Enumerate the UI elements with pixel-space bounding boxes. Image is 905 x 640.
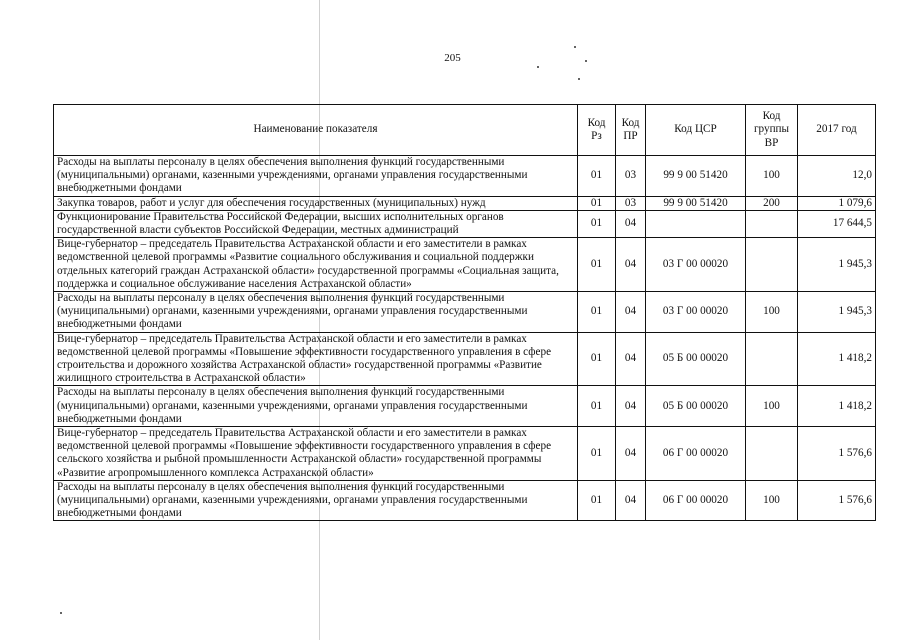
- row-amount: 1 945,3: [798, 238, 876, 292]
- header-vr: Код группы ВР: [746, 105, 798, 156]
- row-pr: 03: [616, 196, 646, 210]
- row-amount: 1 418,2: [798, 332, 876, 386]
- header-year: 2017 год: [798, 105, 876, 156]
- table-row: [54, 386, 876, 427]
- row-csr: [646, 210, 746, 237]
- row-csr: 06 Г 00 00020: [646, 427, 746, 481]
- table-row: [54, 238, 876, 292]
- row-csr: 06 Г 00 00020: [646, 480, 746, 521]
- row-pr: 04: [616, 292, 646, 333]
- table-row: [54, 196, 876, 210]
- table-row: [54, 292, 876, 333]
- row-rz: 01: [578, 427, 616, 481]
- row-vr: [746, 427, 798, 481]
- row-pr: 03: [616, 156, 646, 197]
- row-rz: 01: [578, 156, 616, 197]
- row-pr: 04: [616, 480, 646, 521]
- row-name: Расходы на выплаты персоналу в целях обеспечения выполнения функций государственными (муниципальными) органами, казенными учреждениями, органами управления государственными внебюджетными фондами: [54, 480, 578, 521]
- row-vr: 100: [746, 292, 798, 333]
- row-rz: 01: [578, 196, 616, 210]
- table-row: [54, 210, 876, 237]
- row-vr: 100: [746, 386, 798, 427]
- row-pr: 04: [616, 427, 646, 481]
- row-amount: 17 644,5: [798, 210, 876, 237]
- table-header-row: [54, 105, 876, 156]
- row-amount: 1 079,6: [798, 196, 876, 210]
- row-pr: 04: [616, 332, 646, 386]
- row-rz: 01: [578, 386, 616, 427]
- scan-speck: [60, 612, 62, 614]
- row-name: Расходы на выплаты персоналу в целях обеспечения выполнения функций государственными (муниципальными) органами, казенными учреждениями, органами управления государственными внебюджетными фондами: [54, 292, 578, 333]
- budget-table: [53, 104, 876, 521]
- table-row: [54, 427, 876, 481]
- row-amount: 1 418,2: [798, 386, 876, 427]
- row-name: Вице-губернатор – председатель Правительства Астраханской области и его заместители в рамках ведомственной целевой программы «Развитие социального обслуживания и социальной поддержки отдельных категорий граждан Астраханской области» государственной программы «Социальная защита, поддержка и социальное обслуживание населения Астраханской области»: [54, 238, 578, 292]
- row-csr: 03 Г 00 00020: [646, 238, 746, 292]
- scan-speck: [578, 78, 580, 80]
- scan-speck: [537, 66, 539, 68]
- row-amount: 1 576,6: [798, 480, 876, 521]
- header-name: Наименование показателя: [54, 105, 578, 156]
- row-vr: [746, 210, 798, 237]
- row-csr: 99 9 00 51420: [646, 196, 746, 210]
- row-csr: 03 Г 00 00020: [646, 292, 746, 333]
- row-vr: 100: [746, 156, 798, 197]
- row-name: Вице-губернатор – председатель Правительства Астраханской области и его заместители в рамках ведомственной целевой программы «Повышение эффективности государственного управления в сфере строительства и дорожного хозяйства Астраханской области» государственной программы «Развитие жилищного строительства в Астраханской области»: [54, 332, 578, 386]
- row-pr: 04: [616, 210, 646, 237]
- row-csr: 99 9 00 51420: [646, 156, 746, 197]
- row-rz: 01: [578, 480, 616, 521]
- table-row: [54, 332, 876, 386]
- table-row: [54, 156, 876, 197]
- row-rz: 01: [578, 332, 616, 386]
- row-rz: 01: [578, 238, 616, 292]
- row-amount: 1 945,3: [798, 292, 876, 333]
- header-pr: Код ПР: [616, 105, 646, 156]
- row-pr: 04: [616, 386, 646, 427]
- row-name: Закупка товаров, работ и услуг для обеспечения государственных (муниципальных) нужд: [54, 196, 578, 210]
- header-csr: Код ЦСР: [646, 105, 746, 156]
- row-rz: 01: [578, 210, 616, 237]
- row-pr: 04: [616, 238, 646, 292]
- row-amount: 1 576,6: [798, 427, 876, 481]
- table-row: [54, 480, 876, 521]
- row-vr: 200: [746, 196, 798, 210]
- row-vr: 100: [746, 480, 798, 521]
- row-name: Функционирование Правительства Российской Федерации, высших исполнительных органов государственной власти субъектов Российской Федерации, местных администраций: [54, 210, 578, 237]
- row-vr: [746, 238, 798, 292]
- row-name: Вице-губернатор – председатель Правительства Астраханской области и его заместители в рамках ведомственной целевой программы «Повышение эффективности государственного управления в сфере сельского хозяйства и рыбной промышленности Астраханской области» государственной программы «Развитие агропромышленного комплекса Астраханской области»: [54, 427, 578, 481]
- scan-speck: [574, 46, 576, 48]
- row-rz: 01: [578, 292, 616, 333]
- row-amount: 12,0: [798, 156, 876, 197]
- row-name: Расходы на выплаты персоналу в целях обеспечения выполнения функций государственными (муниципальными) органами, казенными учреждениями, органами управления государственными внебюджетными фондами: [54, 386, 578, 427]
- page-number: 205: [444, 52, 461, 64]
- row-vr: [746, 332, 798, 386]
- row-name: Расходы на выплаты персоналу в целях обеспечения выполнения функций государственными (муниципальными) органами, казенными учреждениями, органами управления государственными внебюджетными фондами: [54, 156, 578, 197]
- row-csr: 05 Б 00 00020: [646, 386, 746, 427]
- row-csr: 05 Б 00 00020: [646, 332, 746, 386]
- header-rz: Код Рз: [578, 105, 616, 156]
